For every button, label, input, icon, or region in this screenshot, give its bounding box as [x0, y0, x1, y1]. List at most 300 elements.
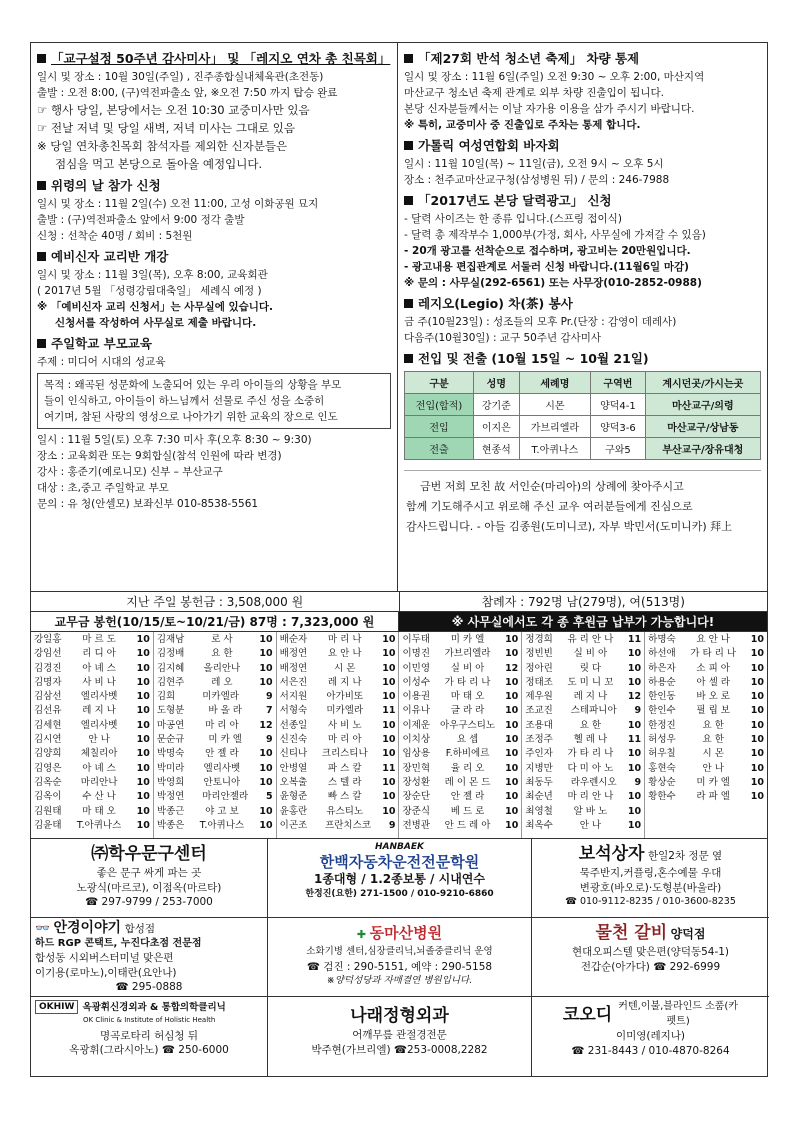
donor-name: 김옥순 — [34, 776, 62, 788]
baptismal-name: 미카엘라 — [202, 691, 239, 703]
ad-line: 소화기병 센터,심장클리닉,뇌졸중클리닉 운영 — [306, 946, 493, 957]
list-item — [280, 719, 396, 733]
bullet-square-icon — [37, 181, 46, 190]
donation-count: 10 — [750, 748, 764, 760]
notice-line: 장소 : 천주교마산교구청(삼성병원 뒤) / 문의 : 246-7988 — [404, 174, 670, 186]
donor-name: 강임선 — [34, 648, 62, 660]
donor-name: 마공연 — [156, 719, 185, 731]
list-item — [280, 662, 396, 676]
baptismal-name: 마 리 아 — [205, 719, 239, 731]
list-item — [402, 690, 518, 704]
baptismal-name: 스테파니아 — [570, 705, 617, 717]
donor-name: 임상용 — [402, 748, 431, 760]
baptismal-name: 아우구스티노 — [440, 719, 496, 731]
baptismal-name: 마 리 나 — [327, 634, 362, 645]
list-item — [34, 662, 150, 676]
donation-count: 7 — [266, 705, 273, 717]
donation-count: 10 — [505, 791, 519, 803]
donor-name: 김재남 — [156, 634, 185, 645]
table-cell: 전입 — [405, 416, 474, 438]
notice-line: 일시 : 11월 10일(목) ~ 11일(금), 오전 9시 ~ 오후 5시 — [404, 158, 664, 170]
notice-line: 금 주(10월23일) : 성조들의 모후 Pr.(단장 : 감영이 데레사) — [404, 316, 677, 328]
donation-count: 9 — [266, 734, 273, 746]
notice-line: 장소 : 교육회관 또는 9회합실(참석 인원에 따라 변경) — [37, 450, 282, 462]
donor-name: 배정연 — [279, 662, 308, 674]
ad-line: 변광호(바오로)·도형분(바울라) — [579, 881, 722, 894]
donation-count: 10 — [136, 819, 150, 831]
list-item — [157, 719, 273, 733]
list-item — [280, 733, 396, 747]
notice-line: 대상 : 초,중고 주일학교 부모 — [37, 482, 169, 494]
list-item — [648, 747, 764, 761]
baptismal-name: 안 드 레 아 — [444, 819, 491, 831]
list-item — [157, 733, 273, 747]
ad-orthopedics — [268, 997, 532, 1076]
donor-name: 배순자 — [279, 634, 308, 645]
notice-line: 일시 : 11월 5일(토) 오후 7:30 미사 후(오후 8:30 ~ 9:30) — [37, 434, 312, 446]
baptismal-name: 시 몬 — [334, 662, 356, 674]
ad-grid — [31, 839, 767, 1076]
donation-count: 10 — [382, 691, 396, 703]
baptismal-name: 도 미 니 꼬 — [567, 676, 614, 688]
baptismal-name: 크리스티나 — [321, 748, 368, 760]
donor-name: 윤홍란 — [279, 805, 308, 817]
bullet-square-icon — [37, 339, 46, 348]
donor-name: 하명숙 — [648, 634, 676, 645]
table-cell: 마산교구/의령 — [645, 394, 760, 416]
ad-subtitle: 합성점 — [124, 923, 156, 935]
ad-driving-school — [268, 839, 532, 918]
donor-name: 이명진 — [402, 648, 431, 660]
donor-name: 정태조 — [525, 676, 553, 688]
table-cell: 전입(합적) — [405, 394, 474, 416]
column-header: 구분 — [405, 372, 474, 394]
baptismal-name: 베 드 로 — [450, 805, 485, 817]
ad-subtitle: 양덕점 — [670, 927, 706, 941]
donation-count: 10 — [627, 748, 642, 760]
donation-count: 10 — [136, 676, 150, 688]
donor-name: 정경희 — [525, 634, 553, 645]
donation-count: 10 — [136, 691, 150, 703]
baptismal-name: 요 한 — [702, 719, 724, 731]
donor-name: 정빈빈 — [525, 648, 553, 660]
list-item — [648, 762, 764, 776]
baptismal-name: 요 한 — [702, 734, 724, 746]
ad-line: 합성동 시외버스터미널 맞은편 — [35, 952, 174, 964]
donor-name: 이민영 — [402, 662, 431, 674]
donation-count: 10 — [259, 748, 273, 760]
donor-name: 김지혜 — [156, 662, 185, 674]
ad-name: 코오디 — [562, 1004, 613, 1025]
notice-line: 강사 : 홍준기(예로니모) 신부 – 부산교구 — [37, 466, 223, 478]
donation-count: 10 — [382, 676, 396, 688]
donation-count: 10 — [259, 805, 273, 817]
ad-logo: OKHIW — [35, 1000, 78, 1014]
baptismal-name: T.아퀴나스 — [76, 819, 122, 831]
list-item — [157, 819, 273, 833]
list-item — [280, 633, 396, 647]
baptismal-name: 요 셉 — [456, 734, 479, 746]
ad-name: 옥광휘신경외과 & 통합의학클리닉 — [82, 1002, 226, 1013]
donor-name: 황상순 — [648, 776, 676, 788]
notice-legio-tea — [404, 294, 761, 346]
table-cell: T.아퀴나스 — [519, 438, 591, 460]
donation-count: 10 — [627, 719, 642, 731]
list-item — [34, 719, 150, 733]
donation-count: 10 — [382, 776, 396, 788]
ad-line: ☎ 231-8443 / 010-4870-8264 — [571, 1044, 730, 1057]
notice-anniversary — [37, 49, 391, 173]
donation-header — [31, 612, 767, 632]
table-row — [405, 416, 761, 438]
list-item — [34, 805, 150, 819]
thank-you-note — [404, 470, 761, 537]
baptismal-name: 레 지 나 — [82, 705, 116, 717]
donation-count: 10 — [259, 676, 273, 688]
list-item — [648, 719, 764, 733]
donation-count: 10 — [750, 734, 764, 746]
list-item — [280, 690, 396, 704]
donation-count: 9 — [266, 691, 273, 703]
baptismal-name: 유 리 안 나 — [567, 634, 614, 645]
donation-count: 10 — [750, 676, 764, 688]
donor-name: 박정연 — [156, 791, 185, 803]
donation-count: 10 — [750, 634, 764, 645]
notice-title: 주일학교 부모교육 — [51, 336, 152, 351]
donor-name: 하용순 — [648, 676, 676, 688]
donation-count: 11 — [382, 762, 396, 774]
list-item — [525, 762, 641, 776]
baptismal-name: 수 산 나 — [82, 791, 116, 803]
baptismal-name: 안 젤 라 — [205, 748, 239, 760]
donor-name: 김명자 — [34, 676, 62, 688]
donor-name: 윤형준 — [279, 791, 308, 803]
thanks-line: 함께 기도해주시고 위로해 주신 교우 여러분들에게 진심으로 — [406, 500, 693, 513]
donor-name: 김정배 — [156, 648, 185, 660]
list-item — [402, 676, 518, 690]
bullet-square-icon — [37, 252, 46, 261]
notice-title: 가톨릭 여성연합회 바자회 — [418, 138, 560, 153]
donor-name: 제우원 — [525, 691, 553, 703]
donation-count: 10 — [750, 662, 764, 674]
notice-line: ※ 「예비신자 교리 신청서」는 사무실에 있습니다. — [37, 301, 274, 313]
ad-name: ㈜학우문구센터 — [91, 844, 207, 864]
donor-name: 한인동 — [648, 691, 676, 703]
baptismal-name: 가브리엘라 — [444, 648, 491, 660]
baptismal-name: 요 안 나 — [327, 648, 362, 660]
donation-count: 10 — [382, 719, 396, 731]
donor-name: 박영희 — [156, 776, 185, 788]
ad-line: 현대오피스텔 맞은편(양덕동54-1) — [571, 946, 730, 958]
purpose-line: 들이 인식하고, 아이들이 하느님께서 선물로 주신 성을 소중히 — [44, 395, 325, 407]
bullet-square-icon — [404, 299, 413, 308]
list-item — [157, 633, 273, 647]
donation-count: 10 — [505, 776, 519, 788]
donor-name: 강일홍 — [34, 634, 62, 645]
list-item — [280, 762, 396, 776]
purpose-line: 목적 : 왜곡된 성문화에 노출되어 있는 우리 아이들의 상황을 부모 — [44, 379, 342, 391]
donor-name: 조교진 — [525, 705, 553, 717]
ad-line: 명곡로타리 허심청 뒤 — [100, 1029, 198, 1042]
donor-name: 도형분 — [156, 705, 185, 717]
baptismal-name: 레 지 나 — [573, 691, 608, 703]
baptismal-name: 사 비 노 — [327, 719, 362, 731]
list-item — [402, 776, 518, 790]
offering-total: 지난 주일 봉헌금 : 3,508,000 원 — [31, 592, 400, 611]
donor-name: 서형숙 — [279, 705, 308, 717]
list-item — [157, 676, 273, 690]
baptismal-name: 헬 레 나 — [573, 734, 608, 746]
baptismal-name: 스 텔 라 — [327, 776, 362, 788]
donation-count: 10 — [505, 748, 519, 760]
donation-count: 9 — [634, 705, 642, 717]
baptismal-name: 레 지 나 — [327, 676, 362, 688]
list-item — [34, 690, 150, 704]
table-cell: 강기준 — [474, 394, 520, 416]
baptismal-name: 엘리사벳 — [203, 762, 241, 774]
baptismal-name: 리 디 아 — [82, 648, 116, 660]
donor-name: 이유나 — [402, 705, 431, 717]
ad-interior — [532, 997, 769, 1076]
donation-count: 11 — [382, 705, 396, 717]
table-cell: 현종석 — [474, 438, 520, 460]
list-item — [402, 719, 518, 733]
notice-line: 본당 신자분들께서는 이날 자가용 이용을 삼가 주시기 바랍니다. — [404, 103, 695, 115]
bullet-square-icon — [404, 196, 413, 205]
donor-name: 장준식 — [402, 805, 431, 817]
notice-line: ※ 문의 : 사무실(292-6561) 또는 사무장(010-2852-0988) — [404, 277, 702, 289]
cross-icon: ✚ — [356, 928, 367, 941]
list-item — [402, 647, 518, 661]
thanks-line: 금번 저희 모친 故 서인순(마리아)의 상례에 찾아주시고 — [420, 480, 684, 493]
list-item — [525, 805, 641, 819]
donor-name: 장순단 — [402, 791, 431, 803]
column-header: 세례명 — [519, 372, 591, 394]
donation-count: 10 — [136, 705, 150, 717]
donation-count: 10 — [505, 805, 519, 817]
notice-calendar-ads — [404, 191, 761, 291]
list-item — [648, 776, 764, 790]
glasses-icon: 👓 — [35, 921, 50, 935]
notice-line: 일시 및 장소 : 10월 30일(주일) , 진주종합실내체육관(초전동) — [37, 71, 324, 83]
list-item — [648, 819, 764, 833]
donation-count: 10 — [136, 762, 150, 774]
baptismal-name: 다 미 아 노 — [567, 762, 614, 774]
notice-line: ☞ 행사 당일, 본당에서는 오전 10:30 교중미사만 있음 — [37, 103, 310, 117]
donation-count: 10 — [505, 676, 519, 688]
summary-row — [31, 592, 767, 612]
donation-count: 12 — [259, 719, 273, 731]
donation-count: 10 — [382, 648, 396, 660]
donation-count: 10 — [505, 734, 519, 746]
donor-name: 이제운 — [402, 719, 431, 731]
donor-name: 박종은 — [156, 819, 185, 831]
donor-name: 김윤태 — [34, 819, 62, 831]
baptismal-name: 바 올 라 — [208, 705, 242, 717]
list-item — [34, 633, 150, 647]
donation-count: 10 — [382, 634, 396, 645]
donor-name: 전병관 — [402, 819, 431, 831]
donor-column — [31, 632, 154, 838]
ad-line: 옥광휘(그라시아노) ☎ 250-6000 — [69, 1044, 229, 1056]
right-column — [398, 43, 767, 591]
baptismal-name: 실 비 아 — [450, 662, 485, 674]
table-row — [405, 394, 761, 416]
notice-all-souls — [37, 176, 391, 244]
donor-name: 김경진 — [34, 662, 62, 674]
notice-line: - 20개 광고를 선착순으로 접수하며, 광고비는 20만원입니다. — [404, 245, 691, 257]
ad-clinic — [31, 997, 268, 1076]
donor-name: 지병만 — [525, 762, 553, 774]
donor-name: 허성우 — [648, 734, 676, 746]
ad-name: 물천 갈비 — [595, 923, 668, 943]
list-item — [525, 733, 641, 747]
notice-parent-education — [37, 334, 391, 512]
table-header-row — [405, 372, 761, 394]
donor-name: 김옥이 — [34, 791, 62, 803]
list-item — [280, 819, 396, 833]
baptismal-name: 아가비또 — [326, 691, 364, 703]
baptismal-name: 시 몬 — [702, 748, 724, 760]
donation-count: 11 — [627, 634, 642, 645]
donation-count: 10 — [382, 662, 396, 674]
donation-count: 11 — [627, 734, 642, 746]
ad-line: 노광식(마르코), 이점옥(마르타) — [76, 881, 222, 894]
ad-subtitle: 한일2차 정문 옆 — [647, 850, 723, 862]
list-item — [648, 733, 764, 747]
baptismal-name: F.하비에르 — [445, 748, 490, 760]
table-cell: 이지은 — [474, 416, 520, 438]
list-item — [34, 733, 150, 747]
donor-name: 한인수 — [648, 705, 676, 717]
baptismal-name: 안 나 — [579, 819, 602, 831]
donor-name: 김삼선 — [34, 691, 62, 703]
list-item — [34, 776, 150, 790]
column-header: 구역번 — [591, 372, 646, 394]
bulletin-page — [30, 42, 768, 1077]
ad-line: ☎ 검진 : 290-5151, 예약 : 290-5158 — [306, 960, 493, 973]
notice-line: 일시 및 장소 : 11월 6일(주일) 오전 9:30 ~ 오후 2:00, 마산지역 — [404, 71, 705, 83]
list-item — [525, 676, 641, 690]
list-item — [280, 704, 396, 718]
table-cell: 가브리엘라 — [519, 416, 591, 438]
donation-count: 10 — [382, 748, 396, 760]
baptismal-name: 레 이 몬 드 — [444, 776, 491, 788]
list-item — [280, 747, 396, 761]
ad-line: ☎ 297-9799 / 253-7000 — [85, 896, 213, 908]
bullet-square-icon — [404, 141, 413, 150]
donor-name: 최영철 — [525, 805, 553, 817]
donor-name: 최옥수 — [525, 819, 553, 831]
baptismal-name: 소 피 아 — [696, 662, 730, 674]
donor-name: 문순규 — [156, 734, 185, 746]
transfer-table — [404, 371, 761, 460]
notice-title: 예비신자 교리반 개강 — [51, 249, 169, 264]
donor-name: 조용대 — [525, 719, 553, 731]
donor-name: 조정주 — [525, 734, 553, 746]
donation-count: 9 — [388, 819, 396, 831]
list-item — [525, 633, 641, 647]
donor-name: 주인자 — [525, 748, 553, 760]
donation-count: 10 — [505, 648, 519, 660]
notice-line: 마산교구 청소년 축제 관계로 외부 차량 진출입이 됩니다. — [404, 87, 664, 99]
baptismal-name: 미 카 엘 — [450, 634, 485, 645]
list-item — [34, 762, 150, 776]
ad-hospital — [268, 918, 532, 997]
notice-line: 신청서를 작성하여 사무실로 제출 바랍니다. — [55, 317, 257, 329]
ad-line: 이기용(로마노),이태란(요안나) — [35, 966, 177, 979]
donation-count: 10 — [627, 805, 642, 817]
donor-name: 박종근 — [156, 805, 185, 817]
donation-count: 10 — [259, 648, 273, 660]
notice-title: 「2017년도 본당 달력광고」 신청 — [418, 193, 612, 208]
table-cell: 양덕4-1 — [591, 394, 646, 416]
ad-name: 동마산병원 — [369, 924, 443, 942]
notice-title: 「교구설정 50주년 감사미사」 및 「레지오 연차 총 친목회」 — [51, 51, 391, 66]
donor-name: 장성환 — [402, 776, 431, 788]
table-row — [405, 438, 761, 460]
notice-line: - 달력 총 제작부수 1,000부(가정, 회사, 사무실에 가져갈 수 있음) — [404, 229, 706, 241]
list-item — [648, 647, 764, 661]
notice-line: ( 2017년 5월 「성령강림대축일」 세례식 예정 ) — [37, 285, 262, 297]
table-cell: 시몬 — [519, 394, 591, 416]
donor-name: 이치상 — [402, 734, 431, 746]
list-item — [280, 776, 396, 790]
list-item — [157, 647, 273, 661]
bullet-square-icon — [404, 354, 413, 363]
notice-line: 다음주(10월30일) : 교구 50주년 감사미사 — [404, 332, 602, 344]
donation-count: 10 — [750, 776, 764, 788]
donor-name: 한정진 — [648, 719, 676, 731]
attendance-count: 참례자 : 792명 남(279명), 여(513명) — [481, 595, 685, 609]
donor-name: 김양희 — [34, 748, 62, 760]
baptismal-name: 마 리 아 — [327, 734, 362, 746]
baptismal-name: 유스티노 — [326, 805, 364, 817]
baptismal-name: 알 바 노 — [573, 805, 608, 817]
purpose-line: 여기며, 참된 사랑의 영성으로 나아가기 위한 교육의 장으로 인도 — [44, 411, 338, 423]
ad-restaurant — [532, 918, 769, 997]
donation-count: 12 — [505, 662, 519, 674]
list-item — [402, 762, 518, 776]
ad-line: 좋은 문구 싸게 파는 곳 — [96, 867, 202, 879]
list-item — [402, 733, 518, 747]
purpose-box — [37, 373, 391, 429]
donation-count: 10 — [627, 676, 642, 688]
list-item — [648, 805, 764, 819]
baptismal-name: 마 리 안 나 — [567, 791, 614, 803]
ad-line: 박주현(가브리엘) ☎253-0008,2282 — [311, 1043, 488, 1056]
donor-name: 김희 — [156, 691, 176, 703]
donor-name: 서지원 — [279, 691, 308, 703]
baptismal-name: 라 파 엘 — [696, 791, 730, 803]
baptismal-name: 마 태 오 — [450, 691, 485, 703]
baptismal-name: 미 카 엘 — [208, 734, 242, 746]
donation-count: 10 — [505, 762, 519, 774]
donor-name: 이두태 — [402, 634, 431, 645]
ad-line: ☎ 295-0888 — [115, 981, 183, 993]
list-item — [402, 819, 518, 833]
donation-count: 10 — [627, 762, 642, 774]
baptismal-name: 안 나 — [88, 734, 110, 746]
notice-title: 위령의 날 참가 신청 — [51, 178, 161, 193]
donor-column — [399, 632, 522, 838]
donation-total: 교무금 봉헌(10/15/토~10/21/금) 87명 : 7,323,000 원 — [31, 612, 399, 631]
list-item — [525, 747, 641, 761]
baptismal-name: 안 젤 라 — [450, 791, 485, 803]
baptismal-name: 사 비 나 — [82, 676, 116, 688]
list-item — [34, 647, 150, 661]
list-item — [157, 762, 273, 776]
